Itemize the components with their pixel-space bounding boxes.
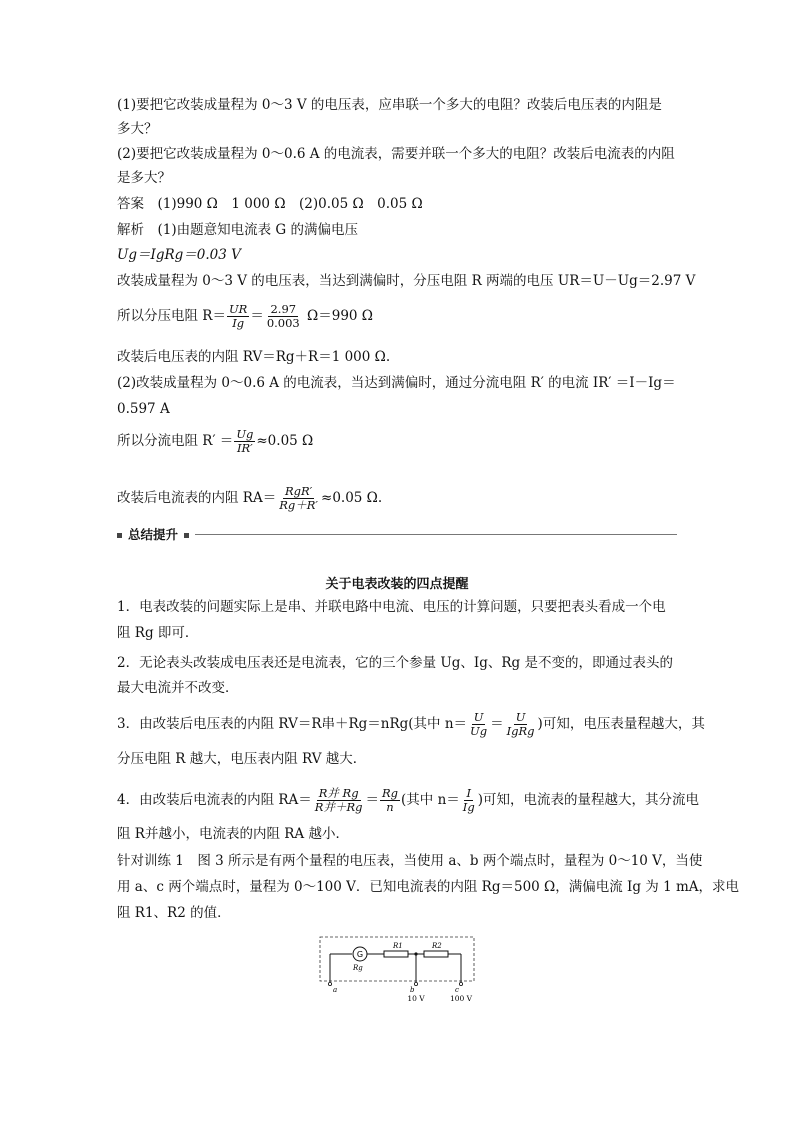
answer-line: 答案 (1)990 Ω 1 000 Ω (2)0.05 Ω 0.05 Ω [117,196,423,212]
tip-1-line-2: 阻 Rg 即可． [117,625,199,641]
r-prime-denominator: IR′ [236,441,253,455]
tip-4-fraction-3-numerator: I [466,786,471,800]
tip-3-line-1 [117,708,705,740]
question-2-analysis-line-2: 0.597 A [117,401,170,417]
r-prime-prefix: 所以分流电阻 R′ ＝ [117,433,234,449]
tip-4-fraction-1 [313,787,365,814]
r-fraction-1 [227,303,249,330]
ra-fraction [277,485,320,512]
tip-3-fraction-2-denominator: IgRg [506,724,535,738]
r1-label: R1 [393,942,403,950]
tip-3-fraction-2 [505,711,537,738]
terminal-c-label: c [455,986,459,994]
section-heading-label [117,525,195,543]
tip-3-fraction-1-numerator: U [473,710,484,724]
rg-label: Rg [353,964,363,972]
training-line-3: 阻 R1、R2 的值． [117,905,231,921]
ug-equation: Ug＝IgRg＝0.03 V [117,247,241,263]
voltage-divider-line: 改装成量程为 0～3 V 的电压表，当达到满偏时，分压电阻 R 两端的电压 UR＝U－Ug＝2.97 V [117,273,696,289]
ra-prefix: 改装后电流表的内阻 RA＝ [117,490,277,506]
ra-numerator: RgR′ [284,484,313,498]
tip-3-fraction-2-numerator: U [515,710,526,724]
tip-2-line-2: 最大电流并不改变． [117,680,239,696]
tip-4-fraction-1-denominator: R并＋Rg [314,800,363,814]
tip-3-prefix: 3．由改装后电压表的内阻 RV＝R串＋Rg＝nRg(其中 n＝ [117,716,468,732]
tip-4-prefix: 4．由改装后电流表的内阻 RA＝ [117,792,312,808]
resistor-r2 [424,951,448,957]
r-prime-suffix: ≈0.05 Ω [256,433,314,449]
ra-denominator: Rg＋R′ [279,498,319,512]
tip-3-fraction-1-denominator: Ug [470,724,488,738]
terminal-b [414,982,417,985]
training-line-2: 用 a、c 两个端点时，量程为 0～100 V．已知电流表的内阻 Rg＝500 Ω，满偏电流 Ig 为 1 mA，求电 [117,879,740,895]
r-fraction-1-numerator: UR [228,302,248,316]
terminal-a [328,982,331,985]
tip-4-line-2: 阻 R并越小，电流表的内阻 RA 越小． [117,826,349,842]
question-1-line-2: 多大？ [117,121,158,137]
question-2-line-2: 是多大？ [117,170,171,186]
tip-4-equals: ＝ [365,792,379,808]
question-2-analysis-line-1: (2)改装成量程为 0～0.6 A 的电流表，当达到满偏时，通过分流电阻 R′ 的电流 IR′ ＝I－Ig＝ [117,375,676,391]
square-bullet-icon [184,533,189,538]
tip-3-suffix: )可知，电压表量程越大，其 [537,716,705,732]
r-fraction-1-denominator: Ig [232,316,245,330]
resistor-r1 [384,951,408,957]
question-1-line-1: (1)要把它改装成量程为 0～3 V 的电压表，应串联一个多大的电阻？改装后电压表的内阻是 [117,97,662,113]
tip-4-fraction-3 [461,787,477,814]
ra-formula-line [117,483,382,513]
tip-4-fraction-2 [380,787,400,814]
tip-3-line-2: 分压电阻 R 越大，电压表内阻 RV 越大． [117,751,367,767]
r-fraction-2-numerator: 2.97 [270,302,297,316]
training-line-1: 针对训练 1 图 3 所示是有两个量程的电压表，当使用 a、b 两个端点时，量程为 0～10 V，当使 [117,853,703,869]
tip-4-fraction-2-numerator: Rg [381,786,399,800]
range-100v-label: 100 V [449,994,473,1003]
r-prime-numerator: Ug [236,427,254,441]
rv-line: 改装后电压表的内阻 RV＝Rg＋R＝1 000 Ω. [117,349,391,365]
tip-4-fraction-2-denominator: n [386,800,394,814]
tip-3-fraction-1 [468,711,489,738]
r-formula-line [117,301,373,331]
terminal-b-label: b [410,986,415,994]
circuit-diagram [318,936,476,1006]
tip-4-mid: (其中 n＝ [401,792,460,808]
section-heading-text: 总结提升 [128,527,179,542]
tip-1-line-1: 1．电表改装的问题实际上是串、并联电路中电流、电压的计算问题，只要把表头看成一个电 [117,599,666,615]
tip-4-fraction-3-denominator: Ig [462,800,475,814]
tip-3-equals: ＝ [490,716,504,732]
section-rule [195,534,677,535]
r-prime-fraction [234,428,255,455]
r-fraction-2-denominator: 0.003 [266,316,300,330]
ra-suffix: ≈0.05 Ω. [321,490,383,506]
tip-4-line-1 [117,784,699,816]
tip-4-suffix: )可知，电流表的量程越大，其分流电 [477,792,699,808]
analysis-heading: 解析 (1)由题意知电流表 G 的满偏电压 [117,222,358,238]
range-10v-label: 10 V [407,994,425,1003]
r-formula-equals: ＝ [250,308,264,324]
question-2-line-1: (2)要把它改装成量程为 0～0.6 A 的电流表，需要并联一个多大的电阻？改装后电流表的内阻 [117,146,675,162]
r-formula-suffix: Ω＝990 Ω [302,308,374,324]
tips-title: 关于电表改装的四点提醒 [325,577,469,592]
terminal-c [459,982,462,985]
r-formula-prefix: 所以分压电阻 R＝ [117,308,226,324]
section-heading [117,525,677,543]
galvanometer-label: G [356,950,364,959]
square-bullet-icon [117,533,122,538]
tip-2-line-1: 2．无论表头改装成电压表还是电流表，它的三个参量 Ug、Ig、Rg 是不变的，即通过表头的 [117,655,673,671]
tip-4-fraction-1-numerator: R并 Rg [318,786,359,800]
terminal-a-label: a [333,986,338,994]
r-prime-formula-line [117,426,313,456]
r-fraction-2 [265,303,302,330]
r2-label: R2 [432,942,442,950]
